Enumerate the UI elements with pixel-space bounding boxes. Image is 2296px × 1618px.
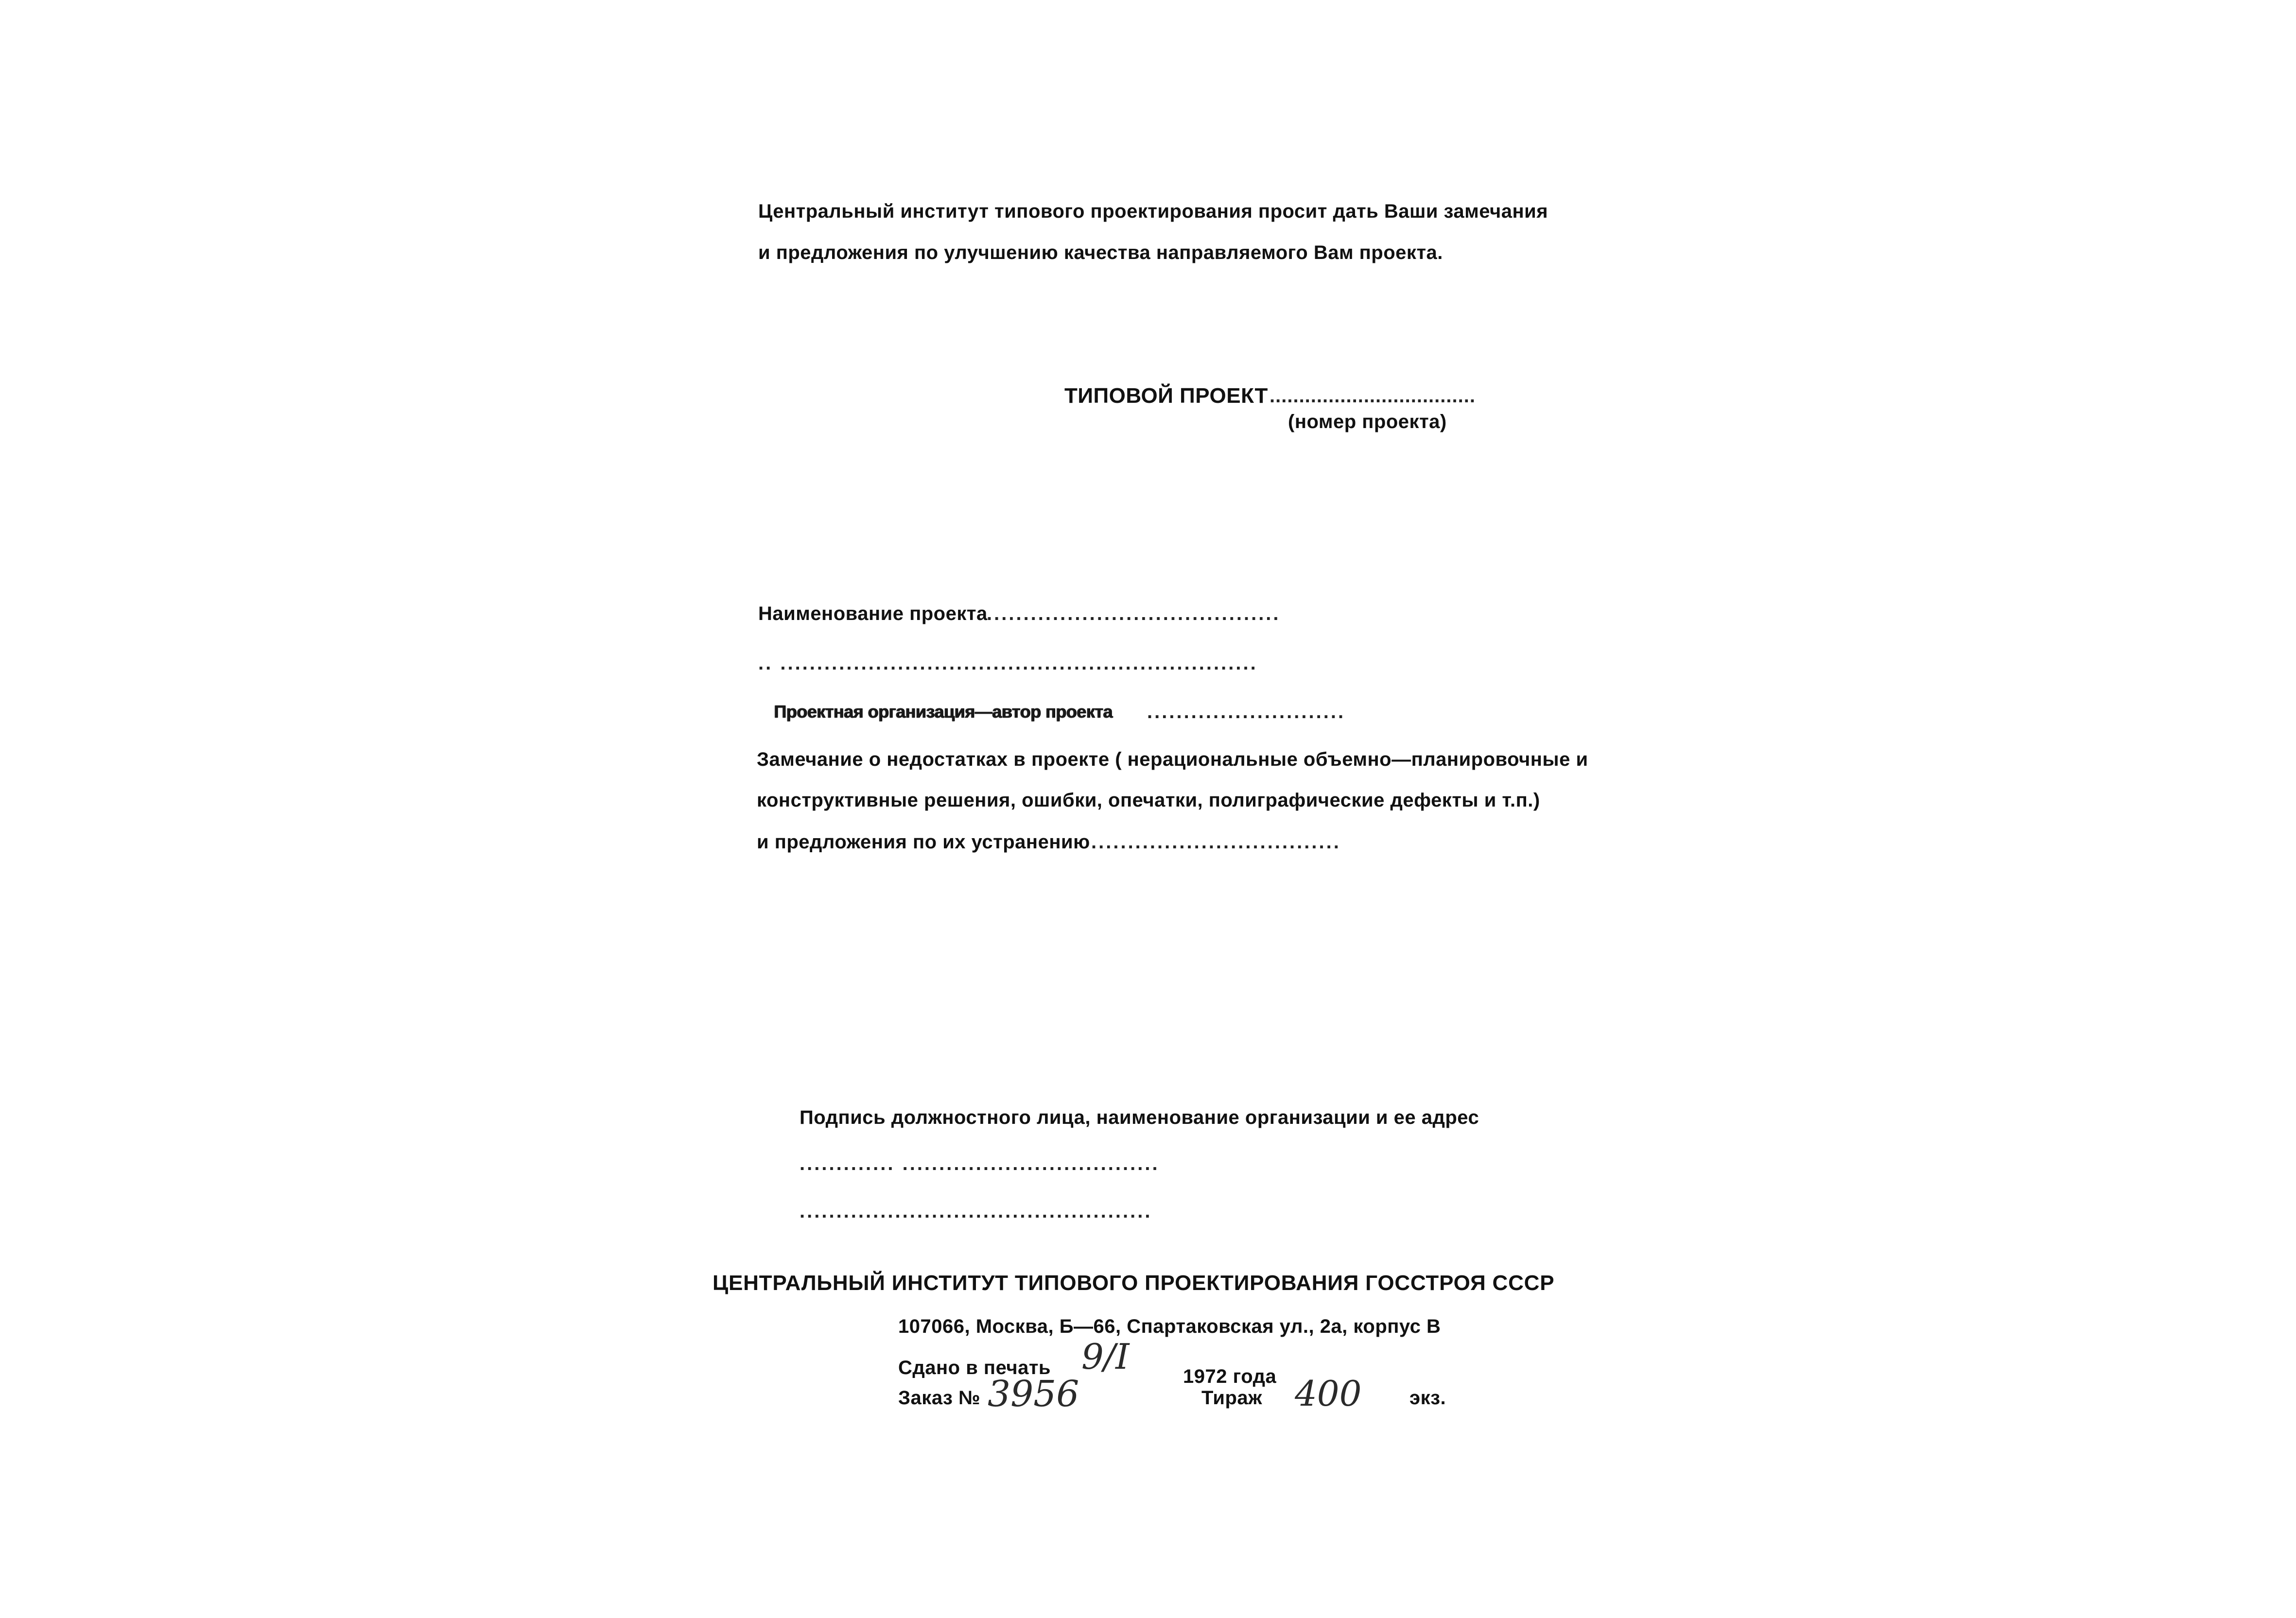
project-name-field: ........................................ [987, 603, 1281, 624]
intro-line-2: и предложения по улучшению качества направляемого Вам проекта. [758, 242, 1443, 263]
order-number-label: Заказ № [898, 1387, 981, 1409]
sent-to-print-label: Сдано в печать [898, 1357, 1051, 1378]
project-name-label: Наименование проекта [758, 603, 988, 624]
remarks-line-1: Замечание о недостатках в проекте ( нерациональные объемно—планировочные и [757, 749, 1588, 770]
signature-field-1: ............. ................................... [800, 1153, 1160, 1174]
print-run-handwritten: 400 [1295, 1373, 1362, 1414]
institute-address: 107066, Москва, Б—66, Спартаковская ул., 2а, корпус В [898, 1316, 1441, 1337]
project-number-label: ТИПОВОЙ ПРОЕКТ [1064, 384, 1268, 408]
order-number-handwritten: 3956 [988, 1373, 1079, 1415]
remarks-field: .................................. [1091, 831, 1341, 853]
project-organization-label: Проектная организация—автор проекта [774, 702, 1113, 722]
remarks-line-2: конструктивные решения, ошибки, опечатки, полиграфические дефекты и т.п.) [757, 790, 1540, 811]
signature-label: Подпись должностного лица, наименование организации и ее адрес [800, 1107, 1479, 1128]
signature-field-2: ................................................ [800, 1201, 1152, 1222]
print-run-label: Тираж [1201, 1387, 1263, 1409]
copies-unit: экз. [1409, 1387, 1446, 1409]
project-number-caption: (номер проекта) [1288, 411, 1447, 432]
project-name-field-continuation: .. ................................................................. [758, 653, 1258, 674]
project-number-field: ................................... [1270, 385, 1476, 407]
institute-name: ЦЕНТРАЛЬНЫЙ ИНСТИТУТ ТИПОВОГО ПРОЕКТИРОВАНИЯ ГОССТРОЯ СССР [713, 1271, 1555, 1295]
sent-to-print-date-handwritten: 9/I [1081, 1336, 1130, 1377]
project-organization-field: ........................... [1147, 701, 1346, 723]
intro-line-1: Центральный институт типового проектирования просит дать Ваши замечания [758, 201, 1548, 222]
print-year: 1972 года [1183, 1366, 1277, 1387]
remarks-line-3-label: и предложения по их устранению [757, 831, 1090, 853]
